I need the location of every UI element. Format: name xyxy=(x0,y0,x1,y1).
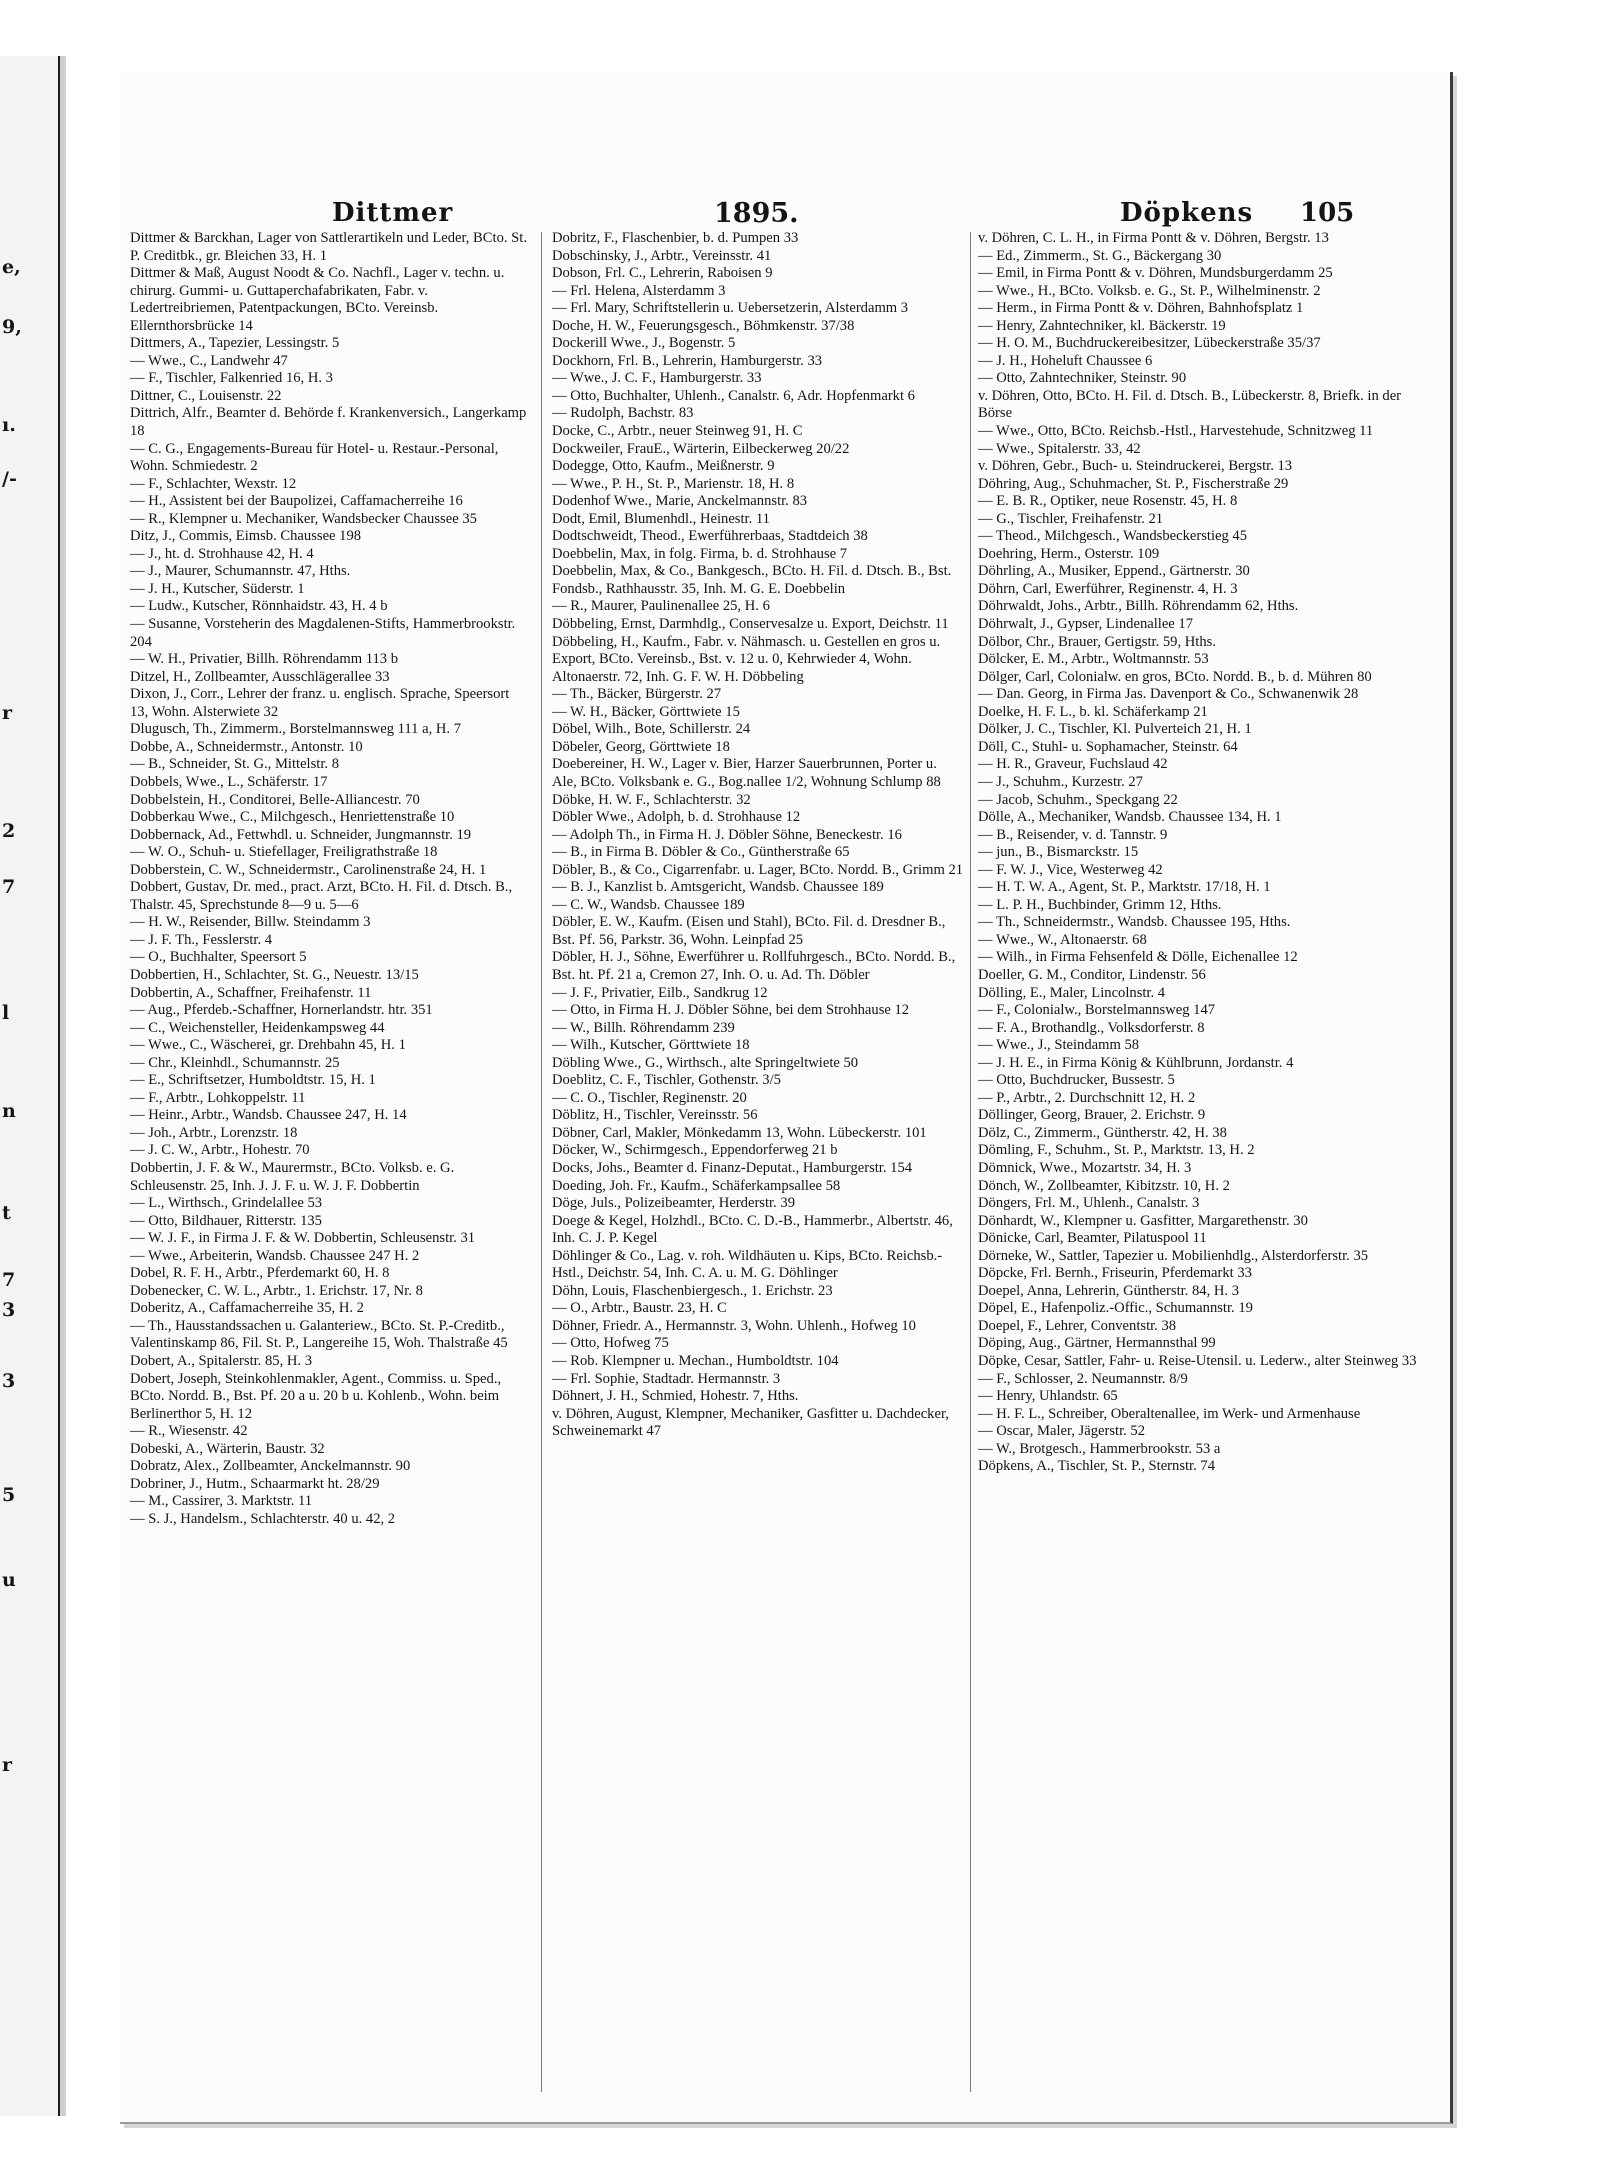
directory-entry: Dobel, R. F. H., Arbtr., Pferdemarkt 60, H. 8 xyxy=(130,1265,390,1282)
directory-entry: Dölbor, Chr., Brauer, Gertigstr. 59, Hths. xyxy=(978,633,1216,650)
directory-entry: Döbner, Carl, Makler, Mönkedamm 13, Wohn. Lübeckerstr. 101 xyxy=(552,1124,927,1141)
directory-entry: — Otto, Hofweg 75 xyxy=(552,1335,669,1352)
directory-entry: Dömling, F., Schuhm., St. P., Marktstr. 13, H. 2 xyxy=(978,1142,1255,1159)
directory-entry: — L. P. H., Buchbinder, Grimm 12, Hths. xyxy=(978,896,1222,913)
directory-entry: — R., Maurer, Paulinenallee 25, H. 6 xyxy=(552,598,770,615)
previous-page-fragment: r xyxy=(2,702,13,724)
directory-entry: Dlugusch, Th., Zimmerm., Borstelmannsweg 111 a, H. 7 xyxy=(130,721,462,738)
directory-entry: Dölcker, E. M., Arbtr., Woltmannstr. 53 xyxy=(978,651,1209,668)
directory-entry: — Wwe., C., Wäscherei, gr. Drehbahn 45, H. 1 xyxy=(130,1037,406,1054)
directory-entry: Döhn, Louis, Flaschenbiergesch., 1. Erichstr. 23 xyxy=(552,1282,833,1299)
directory-entry: Döngers, Frl. M., Uhlenh., Canalstr. 3 xyxy=(978,1195,1200,1212)
previous-page-fragment: 7 xyxy=(2,1269,16,1291)
directory-entry: — H. O. M., Buchdruckereibesitzer, Lübeckerstraße 35/37 xyxy=(978,335,1321,352)
directory-entry: Dobschinsky, J., Arbtr., Vereinsstr. 41 xyxy=(552,247,772,264)
directory-entry: Dodtschweidt, Theod., Ewerführerbaas, Stadtdeich 38 xyxy=(552,528,868,545)
directory-entry: Dockhorn, Frl. B., Lehrerin, Hamburgerstr. 33 xyxy=(552,352,823,369)
directory-entry: Doeding, Joh. Fr., Kaufm., Schäferkampsallee 58 xyxy=(552,1177,841,1194)
directory-entry: v. Döhren, C. L. H., in Firma Pontt & v. Döhren, Bergstr. 13 xyxy=(978,230,1329,246)
directory-entry: Dittmers, A., Tapezier, Lessingstr. 5 xyxy=(130,335,340,352)
directory-entry: Döbling Wwe., G., Wirthsch., alte Springeltwiete 50 xyxy=(552,1054,859,1071)
directory-page xyxy=(120,72,1453,2124)
directory-entry: — Oscar, Maler, Jägerstr. 52 xyxy=(978,1423,1146,1440)
directory-entry: — Wwe., Spitalerstr. 33, 42 xyxy=(978,440,1141,457)
page-number: 105 xyxy=(1300,198,1355,228)
directory-entry: Dölker, J. C., Tischler, Kl. Pulverteich 21, H. 1 xyxy=(978,721,1252,738)
directory-entry: Dittmer & Barckhan, Lager von Sattlerartikeln und Leder, BCto. St. P. Creditbk., gr. Bleichen 33, H. 1 xyxy=(130,230,527,264)
directory-entry: — Wwe., W., Altonaerstr. 68 xyxy=(978,931,1147,948)
directory-entry: Döbbeling, Ernst, Darmhdlg., Conservesalze u. Export, Deichstr. 11 xyxy=(552,616,949,633)
previous-page-edge xyxy=(0,56,62,2116)
directory-entry: — Rob. Klempner u. Mechan., Humboldtstr. 104 xyxy=(552,1353,839,1369)
directory-entry: Döbke, H. W. F., Schlachterstr. 32 xyxy=(552,791,751,808)
directory-entry: Döbeler, Georg, Görttwiete 18 xyxy=(552,738,730,755)
directory-entry: Dönhardt, W., Klempner u. Gasfitter, Margarethenstr. 30 xyxy=(978,1212,1308,1229)
directory-entry: Döll, C., Stuhl- u. Sophamacher, Steinstr. 64 xyxy=(978,738,1238,755)
directory-entry: — Frl. Helena, Alsterdamm 3 xyxy=(552,282,726,299)
directory-entry: Döhrwaldt, Johs., Arbtr., Billh. Röhrendamm 62, Hths. xyxy=(978,598,1299,615)
directory-entry: — Otto, Bildhauer, Ritterstr. 135 xyxy=(130,1212,322,1229)
directory-entry: — J. H. E., in Firma König & Kühlbrunn, Jordanstr. 4 xyxy=(978,1054,1294,1071)
directory-entry: — O., Arbtr., Baustr. 23, H. C xyxy=(552,1300,727,1317)
directory-entry: Dömnick, Wwe., Mozartstr. 34, H. 3 xyxy=(978,1159,1192,1176)
previous-page-fragment: t xyxy=(2,1202,11,1224)
directory-entry: — E. B. R., Optiker, neue Rosenstr. 45, H. 8 xyxy=(978,493,1238,510)
directory-entry: — Wwe., Arbeiterin, Wandsb. Chaussee 247 H. 2 xyxy=(130,1247,420,1264)
directory-entry: Dobbe, A., Schneidermstr., Antonstr. 10 xyxy=(130,738,363,755)
directory-entry: Döcker, W., Schirmgesch., Eppendorferweg 21 b xyxy=(552,1142,838,1159)
directory-entry: — Th., Schneidermstr., Wandsb. Chaussee 195, Hths. xyxy=(978,914,1291,931)
directory-entry: — F., Schlachter, Wexstr. 12 xyxy=(130,475,297,492)
directory-entry: — F., Arbtr., Lohkoppelstr. 11 xyxy=(130,1089,306,1106)
previous-page-fragment: ı. xyxy=(2,414,16,436)
directory-entry: Döbler, E. W., Kaufm. (Eisen und Stahl), BCto. Fil. d. Dresdner B., Bst. Pf. 56, Parkstr. 36, Wohn. Leinpfad 25 xyxy=(552,914,946,948)
directory-entry: — Wwe., C., Landwehr 47 xyxy=(130,352,288,369)
directory-entry: Dölz, C., Zimmerm., Güntherstr. 42, H. 38 xyxy=(978,1124,1227,1141)
directory-column-2 xyxy=(552,230,964,2100)
directory-entry: — J. C. W., Arbtr., Hohestr. 70 xyxy=(130,1142,310,1159)
previous-page-fragment: l xyxy=(2,1002,10,1024)
directory-entry: — O., Buchhalter, Speersort 5 xyxy=(130,949,307,966)
directory-entry: Doehring, Herm., Osterstr. 109 xyxy=(978,545,1160,562)
directory-entry: Dobbert, Gustav, Dr. med., pract. Arzt, BCto. H. Fil. d. Dtsch. B., Thalstr. 45, Sprechstunde 8—9 u. 5—6 xyxy=(130,879,513,913)
directory-entry: Döhrling, A., Musiker, Eppend., Gärtnerstr. 30 xyxy=(978,563,1250,580)
previous-page-fragment: 2 xyxy=(2,820,16,842)
directory-entry: — Otto, Buchhalter, Uhlenh., Canalstr. 6, Adr. Hopfenmarkt 6 xyxy=(552,387,915,404)
directory-entry: Dobratz, Alex., Zollbeamter, Anckelmannstr. 90 xyxy=(130,1458,411,1475)
directory-entry: Dörneke, W., Sattler, Tapezier u. Mobilienhdlg., Alsterdorferstr. 35 xyxy=(978,1247,1369,1264)
previous-page-fragment: 3 xyxy=(2,1299,16,1321)
directory-entry: Dobriner, J., Hutm., Schaarmarkt ht. 28/29 xyxy=(130,1475,380,1492)
directory-entry: — Heinr., Arbtr., Wandsb. Chaussee 247, H. 14 xyxy=(130,1107,407,1124)
directory-entry: — Wwe., J., Steindamm 58 xyxy=(978,1037,1140,1054)
directory-entry: — J. F., Privatier, Eilb., Sandkrug 12 xyxy=(552,984,768,1001)
directory-entry: Döpkens, A., Tischler, St. P., Sternstr. 74 xyxy=(978,1458,1216,1475)
directory-entry: — Ed., Zimmerm., St. G., Bäckergang 30 xyxy=(978,247,1222,264)
directory-entry: Doebereiner, H. W., Lager v. Bier, Harzer Sauerbrunnen, Porter u. Ale, BCto. Volksbank e. G., Bog.nallee 1/2, Wohnung Schlump 88 xyxy=(552,756,941,790)
previous-page-fragment: 9, xyxy=(2,316,22,338)
directory-entry: — Th., Hausstandssachen u. Galanteriew., BCto. St. P.-Creditb., Valentinskamp 86, Fil. St. P., Langereihe 15, Woh. Thalstraße 45 xyxy=(130,1317,508,1352)
directory-entry: v. Döhren, Gebr., Buch- u. Steindruckerei, Bergstr. 13 xyxy=(978,458,1293,475)
previous-page-fragment: e, xyxy=(2,256,21,278)
directory-entry: — F. W. J., Vice, Westerweg 42 xyxy=(978,861,1163,878)
directory-entry: — B., Schneider, St. G., Mittelstr. 8 xyxy=(130,756,339,773)
directory-entry: — M., Cassirer, 3. Marktstr. 11 xyxy=(130,1493,313,1510)
directory-entry: Ditzel, H., Zollbeamter, Ausschlägerallee 33 xyxy=(130,668,390,685)
directory-entry: Döbbeling, H., Kaufm., Fabr. v. Nähmasch. u. Gestellen en gros u. Export, BCto. Vereinsb., Bst. v. 12 u. 0, Kehrwieder 4, Wohn. Altonaerstr. 72, Inh. G. F. W. H. Döbbeling xyxy=(552,633,941,685)
running-head-right-word: Döpkens xyxy=(1120,198,1254,228)
directory-entry: — W. O., Schuh- u. Stiefellager, Freiligrathstraße 18 xyxy=(130,844,438,861)
directory-entry: — J., ht. d. Strohhause 42, H. 4 xyxy=(130,545,314,562)
directory-entry: Döpel, E., Hafenpoliz.-Offic., Schumannstr. 19 xyxy=(978,1300,1253,1317)
directory-entry: Dobritz, F., Flaschenbier, b. d. Pumpen 33 xyxy=(552,230,799,246)
directory-entry: Döhrwalt, J., Gypser, Lindenallee 17 xyxy=(978,616,1194,633)
directory-entry: Dobenecker, C. W. L., Arbtr., 1. Erichstr. 17, Nr. 8 xyxy=(130,1282,423,1299)
directory-entry: — Theod., Milchgesch., Wandsbeckerstieg 45 xyxy=(978,528,1248,545)
directory-entry: — F., Colonialw., Borstelmannsweg 147 xyxy=(978,1002,1216,1019)
directory-entry: — C. W., Wandsb. Chaussee 189 xyxy=(552,896,745,913)
directory-entry: — H. F. L., Schreiber, Oberaltenallee, im Werk- und Armenhause xyxy=(978,1405,1361,1422)
directory-entry: v. Döhren, Otto, BCto. H. Fil. d. Dtsch. B., Lübeckerstr. 8, Briefk. in der Börse xyxy=(978,387,1402,422)
directory-entry: — Chr., Kleinhdl., Schumannstr. 25 xyxy=(130,1054,340,1071)
directory-entry: — C. G., Engagements-Bureau für Hotel- u. Restaur.-Personal, Wohn. Schmiedestr. 2 xyxy=(130,440,499,475)
directory-entry: — Joh., Arbtr., Lorenzstr. 18 xyxy=(130,1124,298,1141)
directory-entry: Docke, C., Arbtr., neuer Steinweg 91, H. C xyxy=(552,423,803,440)
directory-entry: — Otto, in Firma H. J. Döbler Söhne, bei dem Strohhause 12 xyxy=(552,1002,910,1019)
directory-entry: — S. J., Handelsm., Schlachterstr. 40 u. 42, 2 xyxy=(130,1510,396,1527)
directory-entry: — Wilh., in Firma Fehsenfeld & Dölle, Eichenallee 12 xyxy=(978,949,1298,966)
directory-entry: Dodegge, Otto, Kaufm., Meißnerstr. 9 xyxy=(552,458,775,475)
directory-entry: — Susanne, Vorsteherin des Magdalenen-Stifts, Hammerbrookstr. 204 xyxy=(130,616,516,650)
directory-entry: Döhnert, J. H., Schmied, Hohestr. 7, Hths. xyxy=(552,1388,799,1405)
directory-entry: Döllinger, Georg, Brauer, 2. Erichstr. 9 xyxy=(978,1107,1206,1124)
directory-entry: — J. H., Hoheluft Chaussee 6 xyxy=(978,352,1153,369)
directory-entry: — J. H., Kutscher, Süderstr. 1 xyxy=(130,580,305,597)
directory-entry: Doebbelin, Max, in folg. Firma, b. d. Strohhause 7 xyxy=(552,545,848,562)
previous-page-fragment: 7 xyxy=(2,876,16,898)
directory-entry: — Emil, in Firma Pontt & v. Döhren, Mundsburgerdamm 25 xyxy=(978,265,1333,282)
directory-entry: Dobbelstein, H., Conditorei, Belle-Alliancestr. 70 xyxy=(130,791,420,808)
directory-entry: Doberitz, A., Caffamacherreihe 35, H. 2 xyxy=(130,1300,364,1317)
column-rule-2 xyxy=(970,232,971,2092)
directory-entry: — W. H., Bäcker, Görttwiete 15 xyxy=(552,703,740,720)
directory-entry: Döhrn, Carl, Ewerführer, Reginenstr. 4, H. 3 xyxy=(978,580,1238,597)
directory-entry: — H. R., Graveur, Fuchslaud 42 xyxy=(978,756,1168,773)
directory-entry: Dockweiler, FrauE., Wärterin, Eilbeckerweg 20/22 xyxy=(552,440,850,457)
directory-entry: — J. F. Th., Fesslerstr. 4 xyxy=(130,931,273,948)
directory-entry: Dobbernack, Ad., Fettwhdl. u. Schneider, Jungmannstr. 19 xyxy=(130,826,472,843)
directory-entry: — Ludw., Kutscher, Rönnhaidstr. 43, H. 4 b xyxy=(130,598,388,615)
directory-entry: — F., Schlosser, 2. Neumannstr. 8/9 xyxy=(978,1370,1188,1387)
directory-entry: Doebbelin, Max, & Co., Bankgesch., BCto. H. Fil. d. Dtsch. B., Bst. Fondsb., Rathhausstr. 35, Inh. M. G. E. Doebbelin xyxy=(552,563,952,597)
directory-entry: — E., Schriftsetzer, Humboldtstr. 15, H. 1 xyxy=(130,1072,376,1089)
directory-entry: — F. A., Brothandlg., Volksdorferstr. 8 xyxy=(978,1019,1205,1036)
directory-entry: Dittrich, Alfr., Beamter d. Behörde f. Krankenversich., Langerkamp 18 xyxy=(130,405,527,440)
directory-entry: Döbler, B., & Co., Cigarrenfabr. u. Lager, BCto. Nordd. B., Grimm 21 xyxy=(552,861,964,878)
directory-entry: — G., Tischler, Freihafenstr. 21 xyxy=(978,510,1164,527)
directory-entry: Doelke, H. F. L., b. kl. Schäferkamp 21 xyxy=(978,703,1208,720)
directory-entry: Dittmer & Maß, August Noodt & Co. Nachfl., Lager v. techn. u. chirurg. Gummi- u. Guttaperchafabrikaten, Fabr. v. Ledertreibriemen, Patentpackungen, BCto. Vereinsb. Ellernthorsbrücke 14 xyxy=(130,265,505,334)
directory-entry: — H. T. W. A., Agent, St. P., Marktstr. 17/18, H. 1 xyxy=(978,879,1271,896)
directory-entry: — Jacob, Schuhm., Speckgang 22 xyxy=(978,791,1178,808)
directory-entry: — C., Weichensteller, Heidenkampsweg 44 xyxy=(130,1019,385,1036)
directory-entry: Dixon, J., Corr., Lehrer der franz. u. englisch. Sprache, Speersort 13, Wohn. Alsterwiete 32 xyxy=(130,686,510,720)
directory-entry: Dobbels, Wwe., L., Schäferstr. 17 xyxy=(130,773,328,790)
directory-entry: — Wwe., Otto, BCto. Reichsb.-Hstl., Harvestehude, Schnitzweg 11 xyxy=(978,423,1374,440)
directory-entry: — Wilh., Kutscher, Görttwiete 18 xyxy=(552,1037,750,1054)
directory-entry: — jun., B., Bismarckstr. 15 xyxy=(978,844,1139,861)
directory-entry: Dönch, W., Zollbeamter, Kibitzstr. 10, H. 2 xyxy=(978,1177,1230,1194)
directory-entry: Dobert, Joseph, Steinkohlenmakler, Agent., Commiss. u. Sped., BCto. Nordd. B., Bst. Pf. 20 a u. 20 b u. Kohlenb., Wohn. beim Berlinerthor 5, H. 12 xyxy=(130,1370,502,1422)
running-head-year: 1895. xyxy=(714,198,799,229)
directory-entry: — R., Klempner u. Mechaniker, Wandsbecker Chaussee 35 xyxy=(130,510,477,527)
directory-entry: Docks, Johs., Beamter d. Finanz-Deputat., Hamburgerstr. 154 xyxy=(552,1159,913,1176)
directory-entry: Döhner, Friedr. A., Hermannstr. 3, Wohn. Uhlenh., Hofweg 10 xyxy=(552,1317,916,1334)
directory-column-1 xyxy=(130,230,530,2100)
directory-entry: Dönicke, Carl, Beamter, Pilatuspool 11 xyxy=(978,1230,1207,1247)
directory-entry: — W., Brotgesch., Hammerbrookstr. 53 a xyxy=(978,1440,1221,1457)
previous-page-fragment: u xyxy=(2,1569,16,1591)
directory-entry: — Wwe., H., BCto. Volksb. e. G., St. P., Wilhelminenstr. 2 xyxy=(978,282,1321,299)
directory-entry: — Adolph Th., in Firma H. J. Döbler Söhne, Beneckestr. 16 xyxy=(552,826,902,843)
directory-entry: — Aug., Pferdeb.-Schaffner, Hornerlandstr. htr. 351 xyxy=(130,1002,433,1019)
directory-entry: Dodt, Emil, Blumenhdl., Heinestr. 11 xyxy=(552,510,770,527)
previous-page-fragment: 5 xyxy=(2,1484,16,1506)
directory-entry: — Wwe., J. C. F., Hamburgerstr. 33 xyxy=(552,370,762,387)
directory-column-3 xyxy=(978,230,1418,2100)
directory-entry: — Frl. Sophie, Stadtadr. Hermannstr. 3 xyxy=(552,1370,781,1387)
directory-entry: — Henry, Zahntechniker, kl. Bäckerstr. 19 xyxy=(978,317,1226,334)
directory-entry: — Otto, Zahntechniker, Steinstr. 90 xyxy=(978,370,1187,387)
directory-entry: — Wwe., P. H., St. P., Marienstr. 18, H. 8 xyxy=(552,475,795,492)
directory-entry: Döhlinger & Co., Lag. v. roh. Wildhäuten u. Kips, BCto. Reichsb.-Hstl., Deichstr. 54, Inh. C. A. u. M. G. Döhlinger xyxy=(552,1247,943,1282)
directory-entry: — H. W., Reisender, Billw. Steindamm 3 xyxy=(130,914,371,931)
column-rule-1 xyxy=(541,232,542,2092)
directory-entry: Döbel, Wilh., Bote, Schillerstr. 24 xyxy=(552,721,751,738)
directory-entry: — W. H., Privatier, Billh. Röhrendamm 113 b xyxy=(130,651,399,668)
directory-entry: Dodenhof Wwe., Marie, Anckelmannstr. 83 xyxy=(552,493,808,510)
directory-entry: Dobberkau Wwe., C., Milchgesch., Henriettenstraße 10 xyxy=(130,809,455,826)
directory-entry: — J., Maurer, Schumannstr. 47, Hths. xyxy=(130,563,351,580)
directory-entry: — Dan. Georg, in Firma Jas. Davenport & Co., Schwanenwik 28 xyxy=(978,686,1359,703)
directory-entry: — B., in Firma B. Döbler & Co., Güntherstraße 65 xyxy=(552,844,850,861)
directory-entry: — Otto, Buchdrucker, Bussestr. 5 xyxy=(978,1072,1175,1089)
directory-entry: — L., Wirthsch., Grindelallee 53 xyxy=(130,1195,323,1212)
directory-entry: — W., Billh. Röhrendamm 239 xyxy=(552,1019,735,1036)
directory-entry: Dölger, Carl, Colonialw. en gros, BCto. Nordd. B., b. d. Mühren 80 xyxy=(978,668,1372,685)
directory-entry: Doege & Kegel, Holzhdl., BCto. C. D.-B., Hammerbr., Albertstr. 46, Inh. C. J. P. Kegel xyxy=(552,1212,953,1247)
directory-entry: Döbler Wwe., Adolph, b. d. Strohhause 12 xyxy=(552,809,801,826)
directory-entry: Dittner, C., Louisenstr. 22 xyxy=(130,387,282,404)
previous-page-gutter xyxy=(60,56,66,2116)
directory-entry: — Frl. Mary, Schriftstellerin u. Uebersetzerin, Alsterdamm 3 xyxy=(552,300,909,317)
directory-entry: Dobberstein, C. W., Schneidermstr., Carolinenstraße 24, H. 1 xyxy=(130,861,487,878)
directory-entry: Dobson, Frl. C., Lehrerin, Raboisen 9 xyxy=(552,265,773,282)
previous-page-fragment: n xyxy=(2,1100,16,1122)
previous-page-fragment: r xyxy=(2,1754,13,1776)
directory-entry: Döbler, H. J., Söhne, Ewerführer u. Rollfuhrgesch., BCto. Nordd. B., Bst. ht. Pf. 21 a, Cremon 27, Inh. O. u. Ad. Th. Döbler xyxy=(552,949,956,983)
directory-entry: Dobert, A., Spitalerstr. 85, H. 3 xyxy=(130,1353,313,1369)
directory-entry: Döpke, Cesar, Sattler, Fahr- u. Reise-Utensil. u. Lederw., alter Steinweg 33 xyxy=(978,1353,1417,1369)
directory-entry: Doepel, F., Lehrer, Conventstr. 38 xyxy=(978,1317,1177,1334)
directory-entry: — B., Reisender, v. d. Tannstr. 9 xyxy=(978,826,1168,843)
directory-entry: Dobbertin, J. F. & W., Maurermstr., BCto. Volksb. e. G. Schleusenstr. 25, Inh. J. J. F. u. W. J. F. Dobbertin xyxy=(130,1159,455,1194)
running-head-left-word: Dittmer xyxy=(332,198,454,228)
directory-entry: — H., Assistent bei der Baupolizei, Caffamacherreihe 16 xyxy=(130,493,463,510)
previous-page-fragment: /- xyxy=(2,468,17,490)
directory-entry: Döge, Juls., Polizeibeamter, Herderstr. 39 xyxy=(552,1195,795,1212)
directory-entry: Döping, Aug., Gärtner, Hermannsthal 99 xyxy=(978,1335,1216,1352)
directory-entry: v. Döhren, August, Klempner, Mechaniker, Gasfitter u. Dachdecker, Schweinemarkt 47 xyxy=(552,1405,949,1440)
directory-entry: — Herm., in Firma Pontt & v. Döhren, Bahnhofsplatz 1 xyxy=(978,300,1304,317)
directory-entry: — F., Tischler, Falkenried 16, H. 3 xyxy=(130,370,333,387)
directory-entry: Doeller, G. M., Conditor, Lindenstr. 56 xyxy=(978,966,1206,983)
previous-page-fragment: 3 xyxy=(2,1370,16,1392)
directory-entry: — C. O., Tischler, Reginenstr. 20 xyxy=(552,1089,747,1106)
directory-entry: Dölle, A., Mechaniker, Wandsb. Chaussee 134, H. 1 xyxy=(978,809,1282,826)
directory-entry: Ditz, J., Commis, Eimsb. Chaussee 198 xyxy=(130,528,362,545)
directory-entry: — B. J., Kanzlist b. Amtsgericht, Wandsb. Chaussee 189 xyxy=(552,879,884,896)
directory-entry: Dobbertien, H., Schlachter, St. G., Neuestr. 13/15 xyxy=(130,966,419,983)
directory-entry: Doepel, Anna, Lehrerin, Güntherstr. 84, H. 3 xyxy=(978,1282,1240,1299)
directory-entry: Dockerill Wwe., J., Bogenstr. 5 xyxy=(552,335,736,352)
directory-entry: Dobeski, A., Wärterin, Baustr. 32 xyxy=(130,1440,325,1457)
directory-entry: Doeblitz, C. F., Tischler, Gothenstr. 3/5 xyxy=(552,1072,781,1089)
directory-entry: — W. J. F., in Firma J. F. & W. Dobbertin, Schleusenstr. 31 xyxy=(130,1230,476,1247)
directory-entry: — P., Arbtr., 2. Durchschnitt 12, H. 2 xyxy=(978,1089,1196,1106)
directory-entry: Dobbertin, A., Schaffner, Freihafenstr. 11 xyxy=(130,984,372,1001)
directory-entry: Döhring, Aug., Schuhmacher, St. P., Fischerstraße 29 xyxy=(978,475,1289,492)
directory-entry: — Rudolph, Bachstr. 83 xyxy=(552,405,694,422)
directory-entry: Döpcke, Frl. Bernh., Friseurin, Pferdemarkt 33 xyxy=(978,1265,1252,1282)
directory-entry: Doche, H. W., Feuerungsgesch., Böhmkenstr. 37/38 xyxy=(552,317,855,334)
directory-entry: — Henry, Uhlandstr. 65 xyxy=(978,1388,1118,1405)
directory-entry: — J., Schuhm., Kurzestr. 27 xyxy=(978,773,1143,790)
directory-entry: — Th., Bäcker, Bürgerstr. 27 xyxy=(552,686,722,703)
directory-entry: — R., Wiesenstr. 42 xyxy=(130,1423,248,1440)
directory-entry: Dölling, E., Maler, Lincolnstr. 4 xyxy=(978,984,1166,1001)
directory-entry: Döblitz, H., Tischler, Vereinsstr. 56 xyxy=(552,1107,758,1124)
